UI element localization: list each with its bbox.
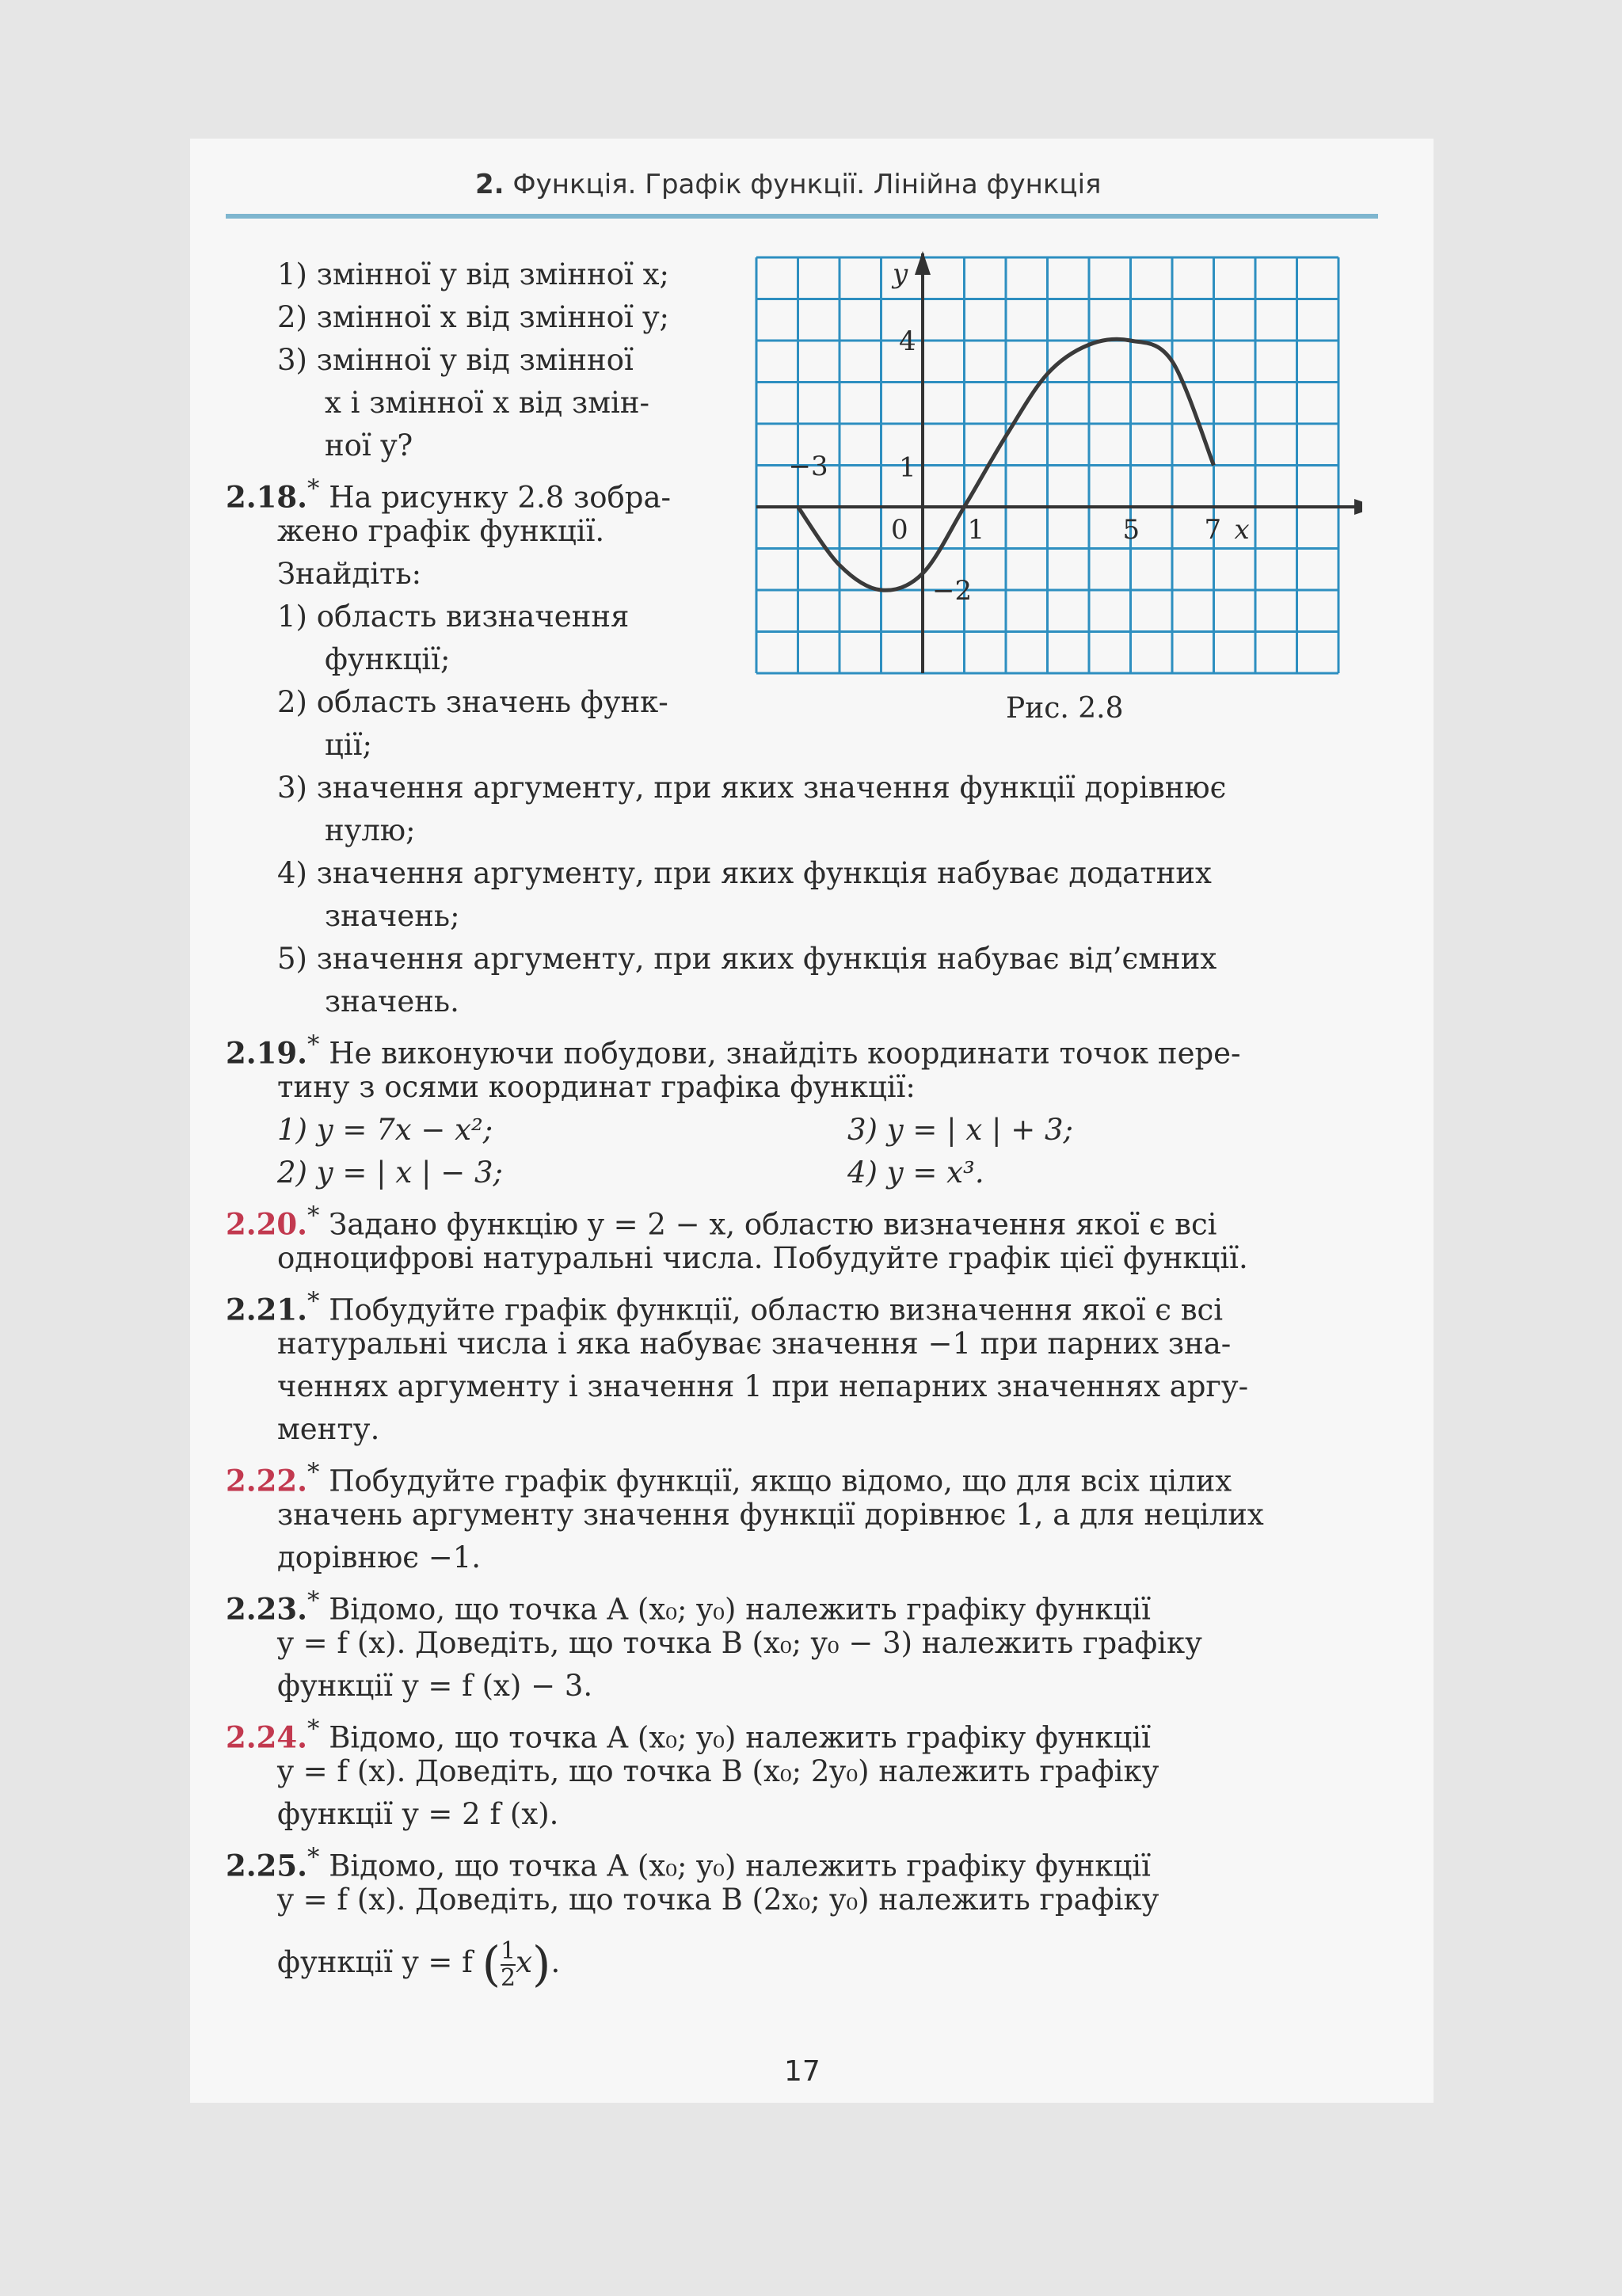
graph-grid [756, 257, 1338, 673]
graph-axes [756, 251, 1362, 673]
difficulty-star: * [307, 1715, 320, 1743]
exercise-2-24-line-2: y = f (x). Доведіть, що точка B (x₀; 2y₀) належить графіку [277, 1754, 1159, 1788]
difficulty-star: * [307, 1843, 320, 1871]
exercise-number: 2.25. [226, 1848, 307, 1883]
exercise-number: 2.22. [226, 1463, 307, 1498]
exercise-2-18-item-4-cont: значень; [325, 899, 460, 933]
difficulty-star: * [307, 1586, 320, 1615]
exercise-number: 2.20. [226, 1206, 307, 1242]
exercise-2-21-line-3: ченнях аргументу і значення 1 при непарних значеннях аргу- [277, 1369, 1249, 1403]
exercise-2-19-item-2: 2) y = | x | − 3; [277, 1156, 504, 1190]
exercise-text: Відомо, що точка A (x₀; y₀) належить графіку функції [329, 1592, 1151, 1627]
x-tick-7: 7 [1204, 514, 1222, 546]
y-axis-label: y [893, 258, 908, 290]
textbook-page [190, 139, 1434, 2103]
exercise-number: 2.18. [226, 479, 307, 515]
x-axis-arrow [1354, 499, 1362, 515]
exercise-2-18-item-5: 5) значення аргументу, при яких функція набуває від’ємних [277, 942, 1217, 976]
fraction-numerator: 1 [501, 1936, 516, 1965]
exercise-2-18-line-3: Знайдіть: [277, 557, 422, 591]
exercise-text: На рисунку 2.8 зобра- [329, 480, 672, 515]
right-paren: ) [532, 1936, 551, 1993]
fraction-denominator: 2 [501, 1963, 516, 1992]
exercise-number: 2.21. [226, 1292, 307, 1327]
exercise-2-25-line-3 [277, 1927, 560, 2001]
running-header [475, 169, 1101, 200]
x-tick-1: 1 [967, 514, 985, 546]
x-tick-minus-3: −3 [788, 451, 828, 482]
exercise-text: Побудуйте графік функції, областю визначення якої є всі [329, 1293, 1224, 1327]
formula-prefix: функції y = f [277, 1945, 482, 1979]
graph-labels [789, 258, 1250, 607]
exercise-text: Відомо, що точка A (x₀; y₀) належить графіку функції [329, 1720, 1151, 1755]
exercise-number: 2.24. [226, 1719, 307, 1755]
exercise-2-20-line-2: одноцифрові натуральні числа. Побудуйте графік цієї функції. [277, 1241, 1248, 1275]
y-tick-1: 1 [899, 451, 916, 484]
exercise-2-18-item-2-cont: ції; [325, 728, 372, 762]
exercise-2-18-item-3: 3) значення аргументу, при яких значення функції дорівнює [277, 771, 1227, 805]
exercise-2-25-line-2: y = f (x). Доведіть, що точка B (2x₀; y₀) належить графіку [277, 1883, 1159, 1917]
exercise-2-18-item-3-cont: нулю; [325, 813, 416, 847]
y-axis-arrow [915, 251, 931, 275]
difficulty-star: * [307, 474, 320, 503]
exercise-2-19-item-4: 4) y = x³. [847, 1156, 984, 1190]
left-paren: ( [482, 1936, 501, 1993]
x-tick-5: 5 [1122, 514, 1140, 546]
exercise-2-22-line-3: дорівнює −1. [277, 1540, 482, 1574]
exercise-2-22-line-2: значень аргументу значення функції дорівнює 1, а для нецілих [277, 1498, 1264, 1532]
header-rule [226, 214, 1378, 219]
formula-variable: x [516, 1945, 533, 1979]
exercise-2-18-item-1-cont: функції; [325, 642, 451, 676]
exercise-2-24-line-3: функції y = 2 f (x). [277, 1797, 559, 1831]
y-tick-minus-2: −2 [932, 575, 973, 607]
difficulty-star: * [307, 1030, 320, 1059]
intro-item-3-end: ної y? [325, 428, 413, 463]
exercise-2-18-line-2: жено графік функції. [277, 514, 605, 548]
difficulty-star: * [307, 1201, 320, 1230]
page-number: 17 [784, 2055, 821, 2088]
exercise-2-21-line-2: натуральні числа і яка набуває значення −1 при парних зна- [277, 1327, 1232, 1361]
intro-item-1: 1) змінної y від змінної x; [277, 257, 669, 291]
exercise-2-23-line-3: функції y = f (x) − 3. [277, 1669, 593, 1703]
exercise-text: Відомо, що точка A (x₀; y₀) належить графіку функції [329, 1849, 1151, 1883]
intro-item-3-cont: x і змінної x від змін- [325, 386, 649, 420]
exercise-2-19-line-2: тину з осями координат графіка функції: [277, 1070, 916, 1104]
fraction-one-half [501, 1936, 516, 1992]
exercise-2-18-item-1: 1) область визначення [277, 600, 630, 634]
function-graph-figure [737, 249, 1362, 756]
figure-caption: Рис. 2.8 [1006, 692, 1124, 725]
exercise-2-18-item-5-cont: значень. [325, 984, 459, 1019]
exercise-2-23-line-2: y = f (x). Доведіть, що точка B (x₀; y₀ − 3) належить графіку [277, 1626, 1202, 1660]
formula-end: . [550, 1945, 561, 1979]
exercise-number: 2.19. [226, 1035, 307, 1071]
intro-item-3: 3) змінної y від змінної [277, 343, 634, 377]
difficulty-star: * [307, 1458, 320, 1487]
exercise-text: Побудуйте графік функції, якщо відомо, що для всіх цілих [329, 1464, 1232, 1498]
difficulty-star: * [307, 1287, 320, 1316]
exercise-text: Задано функцію y = 2 − x, областю визначення якої є всі [329, 1207, 1217, 1242]
exercise-2-18-item-2: 2) область значень функ- [277, 685, 668, 719]
origin-label: 0 [891, 514, 908, 546]
exercise-2-19-item-1: 1) y = 7x − x²; [277, 1113, 493, 1147]
y-tick-4: 4 [899, 326, 916, 357]
intro-item-2: 2) змінної x від змінної y; [277, 300, 669, 334]
exercise-text: Не виконуючи побудови, знайдіть координати точок пере- [329, 1036, 1241, 1071]
chapter-number: 2. [475, 169, 504, 200]
exercise-number: 2.23. [226, 1591, 307, 1627]
exercise-2-18-item-4: 4) значення аргументу, при яких функція набуває додатних [277, 856, 1212, 890]
chapter-title: Функція. Графік функції. Лінійна функція [512, 169, 1102, 200]
exercise-2-19-item-3: 3) y = | x | + 3; [847, 1113, 1074, 1147]
exercise-2-21-line-4: менту. [277, 1412, 380, 1446]
x-axis-label: x [1234, 514, 1250, 546]
